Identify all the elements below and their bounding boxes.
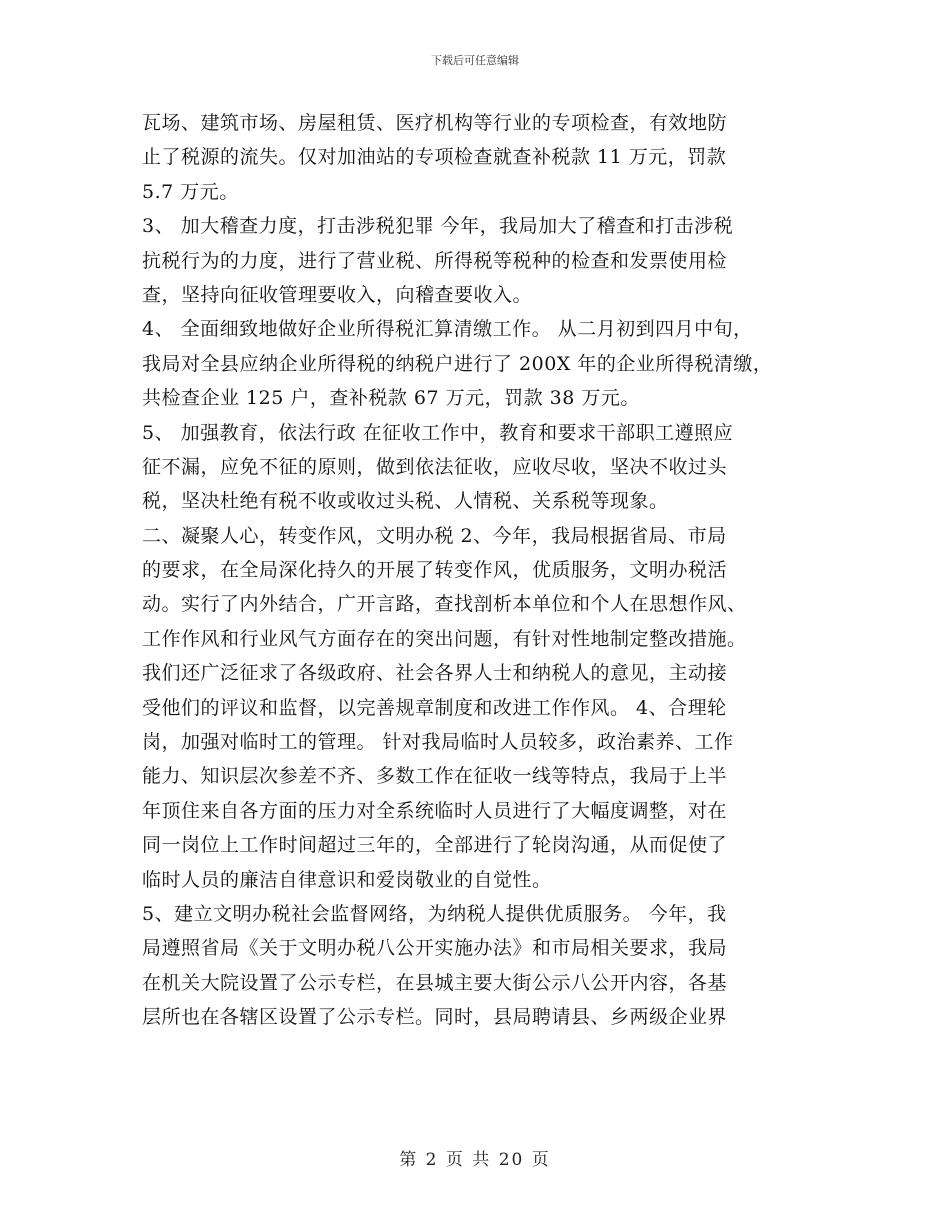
text-line: 层所也在各辖区设置了公示专栏。同时，县局聘请县、乡两级企业界	[142, 1006, 728, 1029]
page-header: 下载后可任意编辑	[431, 54, 519, 67]
text-line: 岗，加强对临时工的管理。 针对我局临时人员较多，政治素养、工作	[142, 731, 734, 754]
text-line: 我们还广泛征求了各级政府、社会各界人士和纳税人的意见，主动接	[142, 662, 728, 685]
text-line: 同一岗位上工作时间超过三年的，全部进行了轮岗沟通，从而促使了	[142, 834, 728, 857]
text-line: 动。实行了内外结合，广开言路，查找剖析本单位和个人在思想作风、	[142, 593, 747, 616]
text-line: 我局对全县应纳企业所得税的纳税户进行了 200X 年的企业所得税清缴，	[142, 352, 773, 375]
text-line: 5、 加强教育，依法行政 在征收工作中，教育和要求干部职工遵照应	[142, 421, 734, 444]
text-line: 征不漏，应免不征的原则，做到依法征收，应收尽收，坚决不收过头	[142, 455, 728, 478]
text-line: 二、凝聚人心，转变作风，文明办税 2、今年，我局根据省局、市局	[142, 524, 727, 547]
text-line: 年顶住来自各方面的压力对全系统临时人员进行了大幅度调整，对在	[142, 799, 728, 822]
text-line: 能力、知识层次参差不齐、多数工作在征收一线等特点，我局于上半	[142, 765, 728, 788]
text-line: 5、建立文明办税社会监督网络，为纳税人提供优质服务。 今年，我	[142, 902, 727, 925]
document-body	[142, 106, 822, 1035]
text-line: 瓦场、建筑市场、房屋租赁、医疗机构等行业的专项检查，有效地防	[142, 112, 728, 134]
text-line: 在机关大院设置了公示专栏，在县城主要大街公示八公开内容，各基	[142, 971, 728, 994]
text-line: 税，坚决杜绝有税不收或收过头税、人情税、关系税等现象。	[142, 490, 669, 513]
text-line: 局遵照省局《关于文明办税八公开实施办法》和市局相关要求，我局	[142, 937, 728, 960]
text-line: 5.7 万元。	[142, 180, 239, 203]
text-line: 4、 全面细致地做好企业所得税汇算清缴工作。 从二月初到四月中旬，	[142, 318, 753, 341]
text-line: 共检查企业 125 户，查补税款 67 万元，罚款 38 万元。	[142, 387, 640, 410]
text-line: 工作作风和行业风气方面存在的突出问题，有针对性地制定整改措施。	[142, 627, 747, 650]
text-line: 抗税行为的力度，进行了营业税、所得税等税种的检查和发票使用检	[142, 249, 728, 272]
text-line: 受他们的评议和监督，以完善规章制度和改进工作作风。 4、合理轮	[142, 696, 727, 719]
page-footer: 第 2 页 共 20 页	[399, 1150, 551, 1170]
text-line: 3、 加大稽查力度，打击涉税犯罪 今年，我局加大了稽查和打击涉税	[142, 215, 734, 238]
text-line: 查，坚持向征收管理要收入，向稽查要收入。	[142, 283, 533, 306]
text-line: 的要求，在全局深化持久的开展了转变作风，优质服务，文明办税活	[142, 559, 728, 582]
text-line: 止了税源的流失。仅对加油站的专项检查就查补税款 11 万元，罚款	[142, 146, 727, 169]
text-line: 临时人员的廉洁自律意识和爱岗敬业的自觉性。	[142, 868, 552, 891]
